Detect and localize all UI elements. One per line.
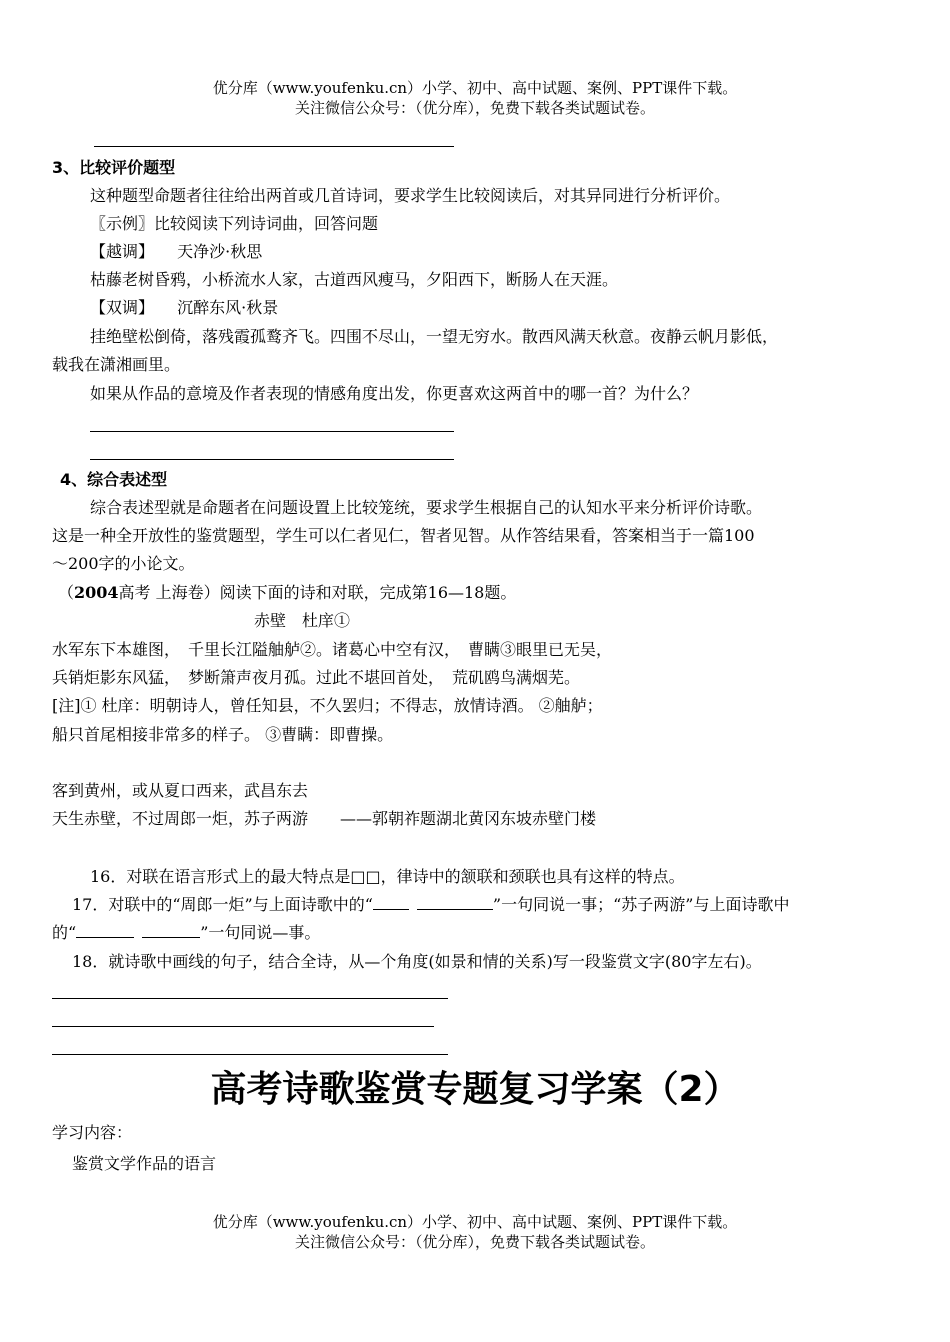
answer-blank[interactable] [417,895,493,910]
poem-2-text-line-2: 载我在潇湘画里。 [52,355,181,374]
question-17-line-2 [52,922,320,944]
couplet-line-2: 天生赤壁，不过周郎一炬，苏子两游 ——郭朝祚题湖北黄冈东坡赤壁门楼 [52,809,597,828]
section-3-intro: 这种题型命题者往往给出两首或几首诗词，要求学生比较阅读后，对其异同进行分析评价。 [90,186,731,205]
question-17-part-1: 17．对联中的“周郎一炬”与上面诗歌中的“ [72,895,373,914]
question-17-line-1 [72,894,789,916]
answer-line [52,998,448,999]
answer-line [52,1026,434,1027]
source-line [58,582,516,604]
question-17-part-4: ”一句同说—事。 [200,923,321,942]
poem-line-2: 兵销炬影东风猛， 梦断箫声夜月孤。过此不堪回首处， 荒矶鸥鸟满烟芜。 [52,668,581,687]
poem-note-1: [注]① 杜庠：明朝诗人，曾任知县，不久罢归；不得志，放情诗酒。 ②舳舻； [52,696,603,715]
poem-1-tag: 【越调】 [90,242,155,261]
answer-blank[interactable] [142,923,200,938]
footer-line-1: 优分库（www.youfenku.cn）小学、初中、高中试题、案例、PPT课件下载。 [212,1213,738,1231]
poem-2-title: 沉醉东风·秋景 [177,298,279,317]
source-open: （ [58,583,75,602]
section-4-intro-1: 综合表述型就是命题者在问题设置上比较笼统，要求学生根据自己的认知水平来分析评价诗歌。 [90,498,763,517]
answer-blank[interactable] [76,923,134,938]
couplet-line-1: 客到黄州，或从夏口西来，武昌东去 [52,781,309,800]
section-4-intro-3: ～200字的小论文。 [52,554,195,573]
footer-line-2: 关注微信公众号：（优分库），免费下载各类试题试卷。 [294,1233,655,1251]
section-3-question: 如果从作品的意境及作者表现的情感角度出发，你更喜欢这两首中的哪一首？为什么？ [90,384,699,403]
example-label: 〖示例〗比较阅读下列诗词曲，回答问题 [90,214,379,233]
answer-blank[interactable] [373,895,409,910]
question-16: 16．对联在语言形式上的最大特点是□□，律诗中的颔联和颈联也具有这样的特点。 [90,867,685,886]
answer-line [94,146,454,147]
answer-line [90,459,454,460]
section-3-heading: 3、比较评价题型 [52,158,176,177]
poem-1-text: 枯藤老树昏鸦，小桥流水人家，古道西风瘦马，夕阳西下，断肠人在天涯。 [90,270,619,289]
poem-note-2: 船只首尾相接非常多的样子。 ③曹瞒：即曹操。 [52,725,394,744]
poem-title: 赤壁 杜庠① [254,611,351,630]
header-line-2: 关注微信公众号：（优分库），免费下载各类试题试卷。 [294,99,655,117]
poem-line-1: 水军东下本雄图， 千里长江隘舳舻②。诸葛心中空有汉， 曹瞒③眼里已无吴， [52,640,613,659]
poem-1-heading [90,241,262,263]
source-rest: 高考 上海卷）阅读下面的诗和对联，完成第16—18题。 [118,583,517,602]
answer-line [90,431,454,432]
page-header [0,78,950,118]
study-label: 学习内容： [52,1123,133,1142]
poem-2-text-line-1: 挂绝壁松倒倚，落残霞孤鹜齐飞。四围不尽山，一望无穷水。散西风满天秋意。夜静云帆月影低， [90,327,779,346]
poem-2-tag: 【双调】 [90,298,155,317]
page-footer [0,1212,950,1252]
question-18: 18．就诗歌中画线的句子，结合全诗，从—个角度(如景和情的关系)写一段鉴赏文字(80字左右)。 [72,952,762,971]
poem-1-title: 天净沙·秋思 [177,242,263,261]
answer-line [52,1054,448,1055]
section-4-intro-2: 这是一种全开放性的鉴赏题型，学生可以仁者见仁，智者见智。从作答结果看，答案相当于一篇100 [52,526,755,545]
source-year: 2004 [74,583,119,602]
study-item: 鉴赏文学作品的语言 [72,1154,217,1173]
main-title: 高考诗歌鉴赏专题复习学案（2） [210,1069,740,1110]
question-17-part-3: 的“ [52,923,77,942]
header-line-1: 优分库（www.youfenku.cn）小学、初中、高中试题、案例、PPT课件下载。 [212,79,738,97]
section-4-heading: 4、综合表述型 [60,470,168,489]
poem-2-heading [90,297,278,319]
question-17-part-2: ”一句同说一事；“苏子两游”与上面诗歌中 [492,895,790,914]
